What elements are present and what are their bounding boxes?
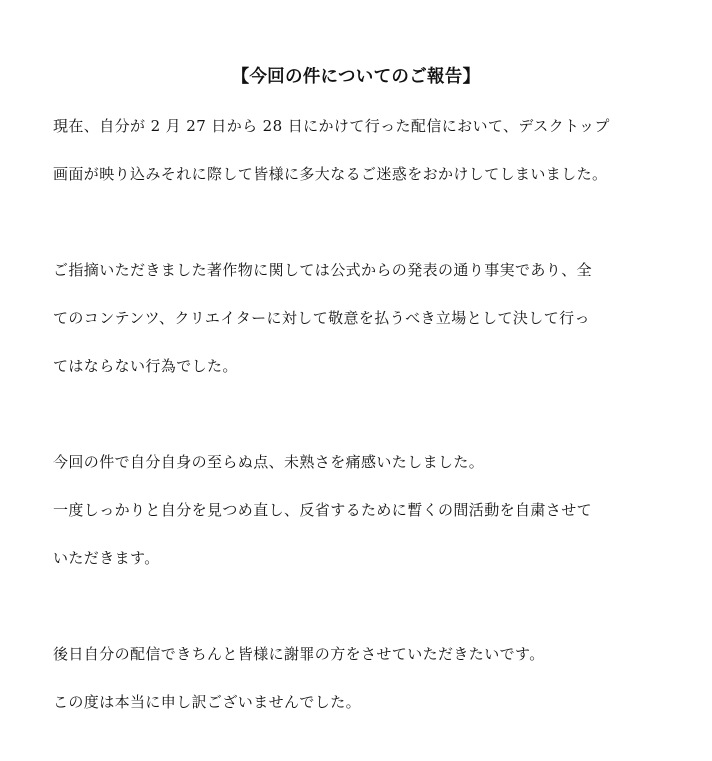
paragraph-line: てはならない行為でした。: [53, 357, 238, 375]
paragraph-line: この度は本当に申し訳ございませんでした。: [53, 693, 362, 711]
paragraph-line: ご指摘いただきました著作物に関しては公式からの発表の通り事実であり、全: [53, 261, 593, 279]
paragraph-line: 画面が映り込みそれに際して皆様に多大なるご迷惑をおかけしてしまいました。: [53, 165, 608, 183]
paragraph-line: いただきます。: [53, 549, 160, 567]
paragraph-line: 一度しっかりと自分を見つめ直し、反省するために暫くの間活動を自粛させて: [53, 501, 593, 519]
document-title: 【今回の件についてのご報告】: [231, 67, 481, 87]
paragraph-line: 後日自分の配信できちんと皆様に謝罪の方をさせていただきたいです。: [53, 645, 545, 663]
paragraph-line: 今回の件で自分自身の至らぬ点、未熟さを痛感いたしました。: [53, 453, 485, 471]
paragraph-line: 現在、自分が 2 月 27 日から 28 日にかけて行った配信において、デスクトップ: [53, 117, 610, 135]
paragraph-line: てのコンテンツ、クリエイターに対して敬意を払うべき立場として決して行っ: [53, 309, 590, 327]
